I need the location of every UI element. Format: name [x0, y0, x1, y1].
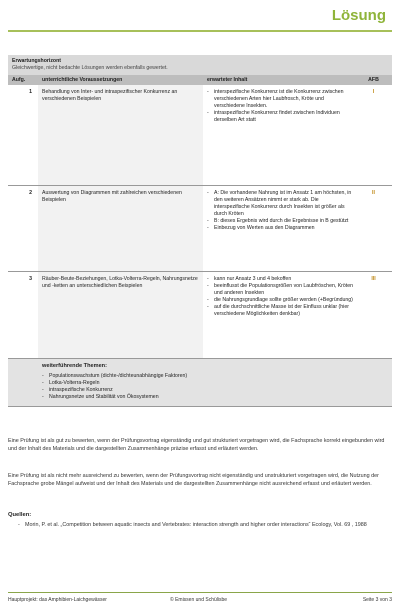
requirement-cell: Auswertung von Diagrammen mit zahlreichen verschiedenen Beispielen	[38, 186, 203, 271]
grading-insufficient-paragraph: Eine Prüfung ist als nicht mehr ausreichend zu bewerten, wenn der Prüfungsvortrag nicht eigenständig und unstrukturiert vorgetragen wird, die Nutzung der Fachsprache grobe Mängel aufweist und der Inhalt des Materials und die dargestellten Zusammenhänge nicht ausreichend erfasst und erläutert werden.	[8, 473, 379, 487]
table-row	[8, 272, 392, 359]
solution-label: Lösung	[331, 7, 386, 24]
further-topics	[8, 359, 392, 407]
further-topics-title: weiterführende Themen:	[42, 363, 107, 370]
table-title: Erwartungshorizont	[8, 55, 392, 65]
footer-left: Hauptprojekt: das Amphibien-Laichgewässer	[8, 597, 107, 603]
list-item: - kann nur Ansatz 3 und 4 bekoffen	[207, 276, 355, 283]
list-item: - B: dieses Ergebnis wird durch die Ergebnisse in B gestützt	[207, 218, 355, 225]
afb-level: III	[371, 276, 376, 283]
task-number: 3	[29, 276, 32, 283]
expected-cell	[203, 272, 355, 358]
list-item: - Einbezug von Werten aus den Diagrammen	[207, 225, 355, 232]
expectation-table	[8, 55, 392, 407]
col-task: Aufg.	[12, 76, 26, 83]
table-row	[8, 186, 392, 272]
footer-center: © Emissen und Schülisbe	[170, 597, 228, 603]
list-item: - Populationswachstum (dichte-/dichteunabhängige Faktoren)	[42, 373, 187, 380]
requirement-cell: Behandlung von Inter- und intraspezifischer Konkurrenz an verschiedenen Beispielen	[38, 85, 203, 185]
requirement-cell: Räuber-Beute-Beziehungen, Lotka-Volterra-Regeln, Nahrungsnetze und -ketten an unterschiedlichen Beispielen	[38, 272, 203, 358]
list-item: - auf die durchschnittliche Masse ist der Einfluss unklar (hier verschiedene Möglichkeiten denkbar)	[207, 304, 355, 318]
expected-cell	[203, 186, 355, 271]
table-subtitle: Gleichwertige, nicht bedachte Lösungen werden ebenfalls gewertet.	[8, 65, 392, 75]
grading-good-paragraph: Eine Prüfung ist als gut zu bewerten, wenn der Prüfungsvortrag eigenständig und gut strukturiert vorgetragen wird, die Fachsprache korrekt eingebunden wird und der Inhalt des Materials und die dargestellten Zusammenhänge präzise erfasst und erläutert werden.	[8, 438, 385, 452]
list-item: - Morin, P. et al. „Competition between aquatic insects and Vertebrates: interaction strength and higher order interactions“ Ecology, Vol. 69 , 1988	[18, 522, 392, 530]
page-header	[0, 0, 400, 38]
afb-level: II	[372, 190, 375, 197]
sources-list	[8, 522, 392, 530]
list-item: - Nahrungsnetze und Stabilität von Ökosystemen	[42, 394, 187, 401]
list-item: - intraspezifische Konkurrenz	[42, 387, 187, 394]
list-item: - Lotka-Volterra-Regeln	[42, 380, 187, 387]
sources-title: Quellen:	[8, 512, 32, 518]
col-afb: AFB	[368, 76, 379, 83]
table-row	[8, 85, 392, 186]
task-number: 2	[29, 190, 32, 197]
list-item: - beeinflusst die Populationsgrößen von Laubfröschen, Kröten und anderen Insekten	[207, 283, 355, 297]
col-requirements: unterrichtliche Voraussetzungen	[42, 76, 123, 83]
header-rule	[8, 30, 392, 32]
list-item: - intraspezifische Konkurrenz findet zwischen Individuen derselben Art statt	[207, 110, 355, 124]
list-item: - die Nahrungsgrundlage sollte größer werden (+Begründung)	[207, 297, 355, 304]
footer-right: Seite 3 von 3	[362, 597, 392, 603]
expected-cell	[203, 85, 355, 185]
footer-rule	[8, 592, 392, 593]
list-item: - A: Die vorhandene Nahrung ist im Ansatz 1 am höchsten, in den weiteren Ansätzen nimmt er stark ab. Die interspezifische Konkurrenz durch Insekten ist größer als durch Kröten	[207, 190, 355, 218]
table-header-row	[8, 75, 392, 85]
list-item: - interspezifische Konkurrenz ist die Konkurrenz zwischen verschiedenen Arten hier Laubfrosch, Kröte und verschiedene Insekten.	[207, 89, 355, 110]
task-number: 1	[29, 89, 32, 96]
afb-level: I	[372, 89, 375, 96]
col-expected: erwarteter Inhalt	[207, 76, 248, 83]
